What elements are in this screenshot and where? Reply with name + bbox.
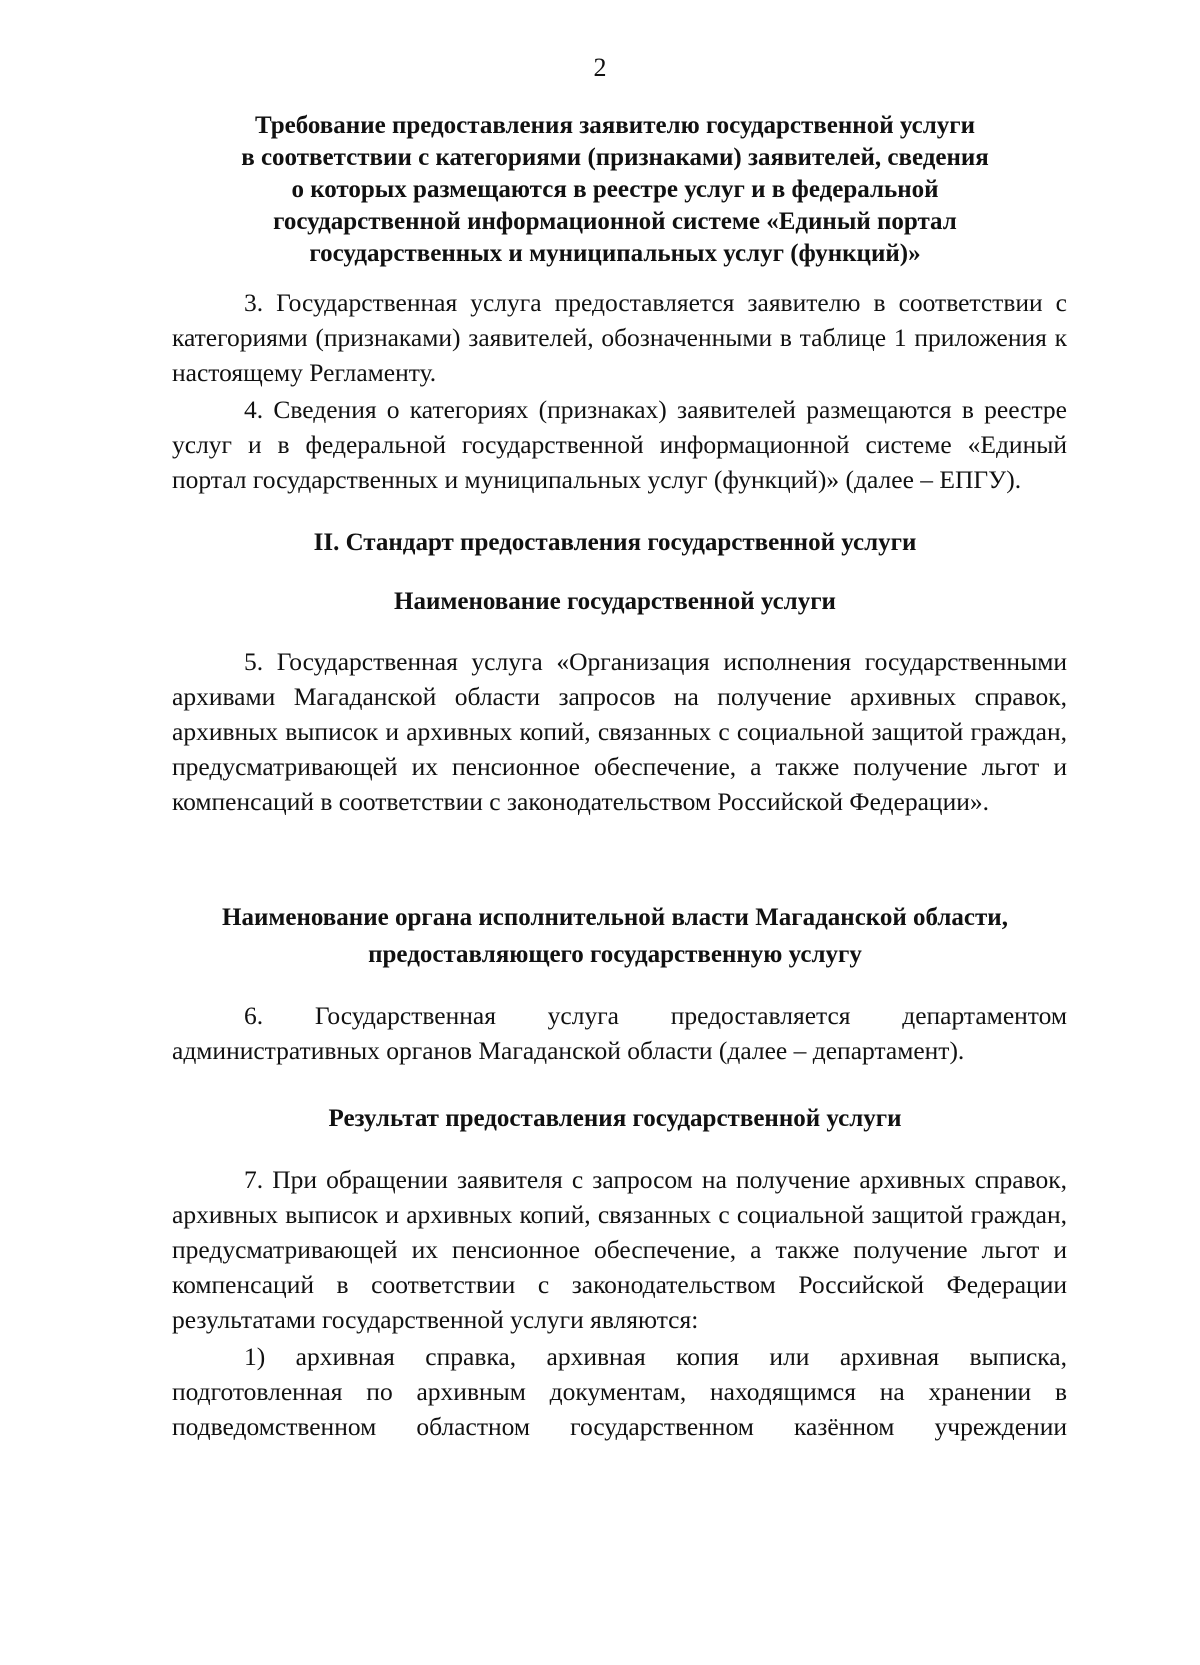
heading-line: Наименование органа исполнительной власти Магаданской области, [222, 904, 1008, 931]
section-body-service-name [172, 644, 1067, 819]
section-heading-service-result [150, 1103, 1080, 1135]
page-number: 2 [593, 53, 607, 82]
section-heading-applicant-requirements [150, 110, 1080, 270]
section-body-applicant-requirements [172, 285, 1067, 497]
section-heading-service-name [150, 586, 1080, 618]
heading-line: Результат предоставления государственной услуги [328, 1105, 902, 1132]
section-body-service-result [172, 1162, 1067, 1444]
heading-line: Требование предоставления заявителю государственной услуги [255, 112, 975, 139]
paragraph-7-item-1: 1) архивная справка, архивная копия или архивная выписка, подготовленная по архивным документам, находящимся на хранении в подведомственном областном государственном казённом учреждении [172, 1342, 1067, 1441]
paragraph-7: 7. При обращении заявителя с запросом на получение архивных справок, архивных выписок и архивных копий, связанных с социальной защитой граждан, предусматривающей их пенсионное обеспечение, а также получение льгот и компенсаций в соответствии с законодательством Российской Федерации результатами государственной услуги являются: [172, 1165, 1067, 1334]
paragraph-5: 5. Государственная услуга «Организация исполнения государственными архивами Магаданской области запросов на получение архивных справок, архивных выписок и архивных копий, связанных с социальной защитой граждан, предусматривающей их пенсионное обеспечение, а также получение льгот и компенсаций в соответствии с законодательством Российской Федерации». [172, 647, 1067, 816]
chapter-title-service-standard [150, 527, 1080, 559]
heading-line: государственных и муниципальных услуг (функций)» [309, 240, 921, 267]
section-heading-executive-body [150, 902, 1080, 971]
heading-line: государственной информационной системе «Единый портал [273, 208, 957, 235]
section-body-executive-body [172, 998, 1067, 1068]
heading-line: о которых размещаются в реестре услуг и в федеральной [291, 176, 939, 203]
paragraph-3: 3. Государственная услуга предоставляется заявителю в соответствии с категориями (признаками) заявителей, обозначенными в таблице 1 приложения к настоящему Регламенту. [172, 288, 1067, 387]
chapter-title: II. Стандарт предоставления государственной услуги [313, 529, 917, 556]
heading-line: Наименование государственной услуги [394, 588, 836, 615]
paragraph-6: 6. Государственная услуга предоставляется департаментом административных органов Магаданской области (далее – департамент). [172, 1001, 1067, 1065]
paragraph-4: 4. Сведения о категориях (признаках) заявителей размещаются в реестре услуг и в федеральной государственной информационной системе «Единый портал государственных и муниципальных услуг (функций)» (далее – ЕПГУ). [172, 395, 1067, 494]
heading-line: в соответствии с категориями (признаками) заявителей, сведения [241, 144, 989, 171]
heading-line: предоставляющего государственную услугу [368, 941, 862, 968]
